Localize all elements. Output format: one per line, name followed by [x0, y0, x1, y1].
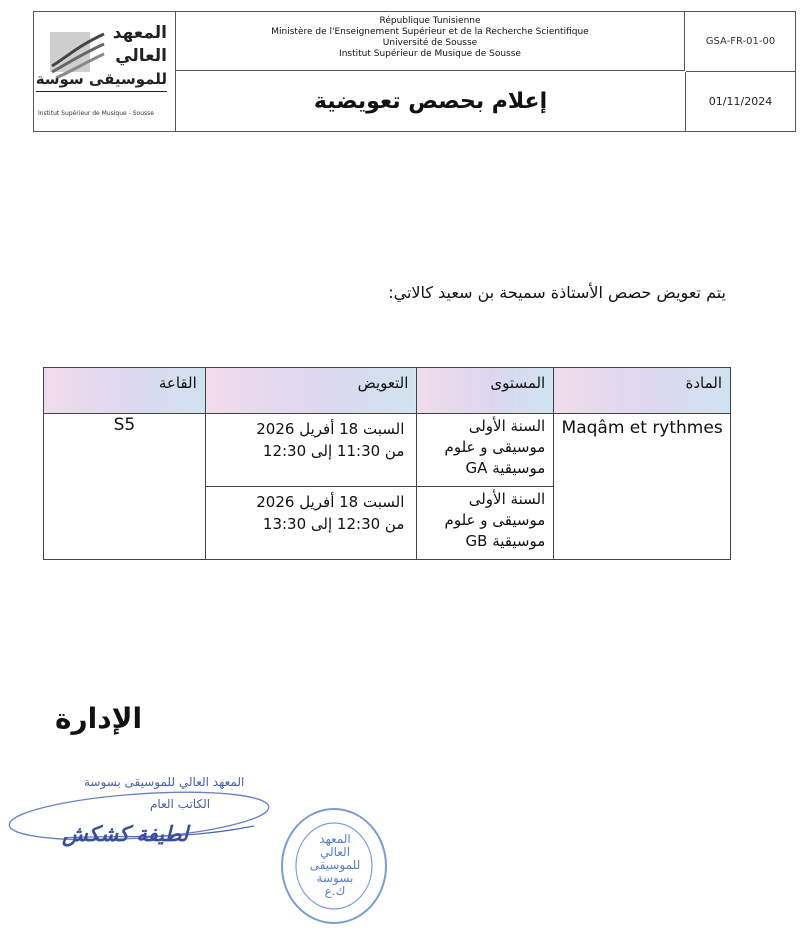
- institution-block: [176, 12, 685, 71]
- compensation-time: من 11:30 إلى 12:30: [262, 442, 405, 460]
- subject-cell: Maqâm et rythmes: [554, 414, 731, 560]
- compensation-date: السبت 18 أفريل 2026: [256, 420, 405, 438]
- signature-role: الكاتب العام: [150, 797, 211, 811]
- header-compensation: التعويض: [205, 368, 417, 414]
- document-title: إعلام بحصص تعويضية: [176, 72, 686, 131]
- header-room: القاعة: [44, 368, 206, 414]
- level-line: موسيقى و علوم: [444, 438, 546, 456]
- table-header-row: [44, 368, 731, 414]
- compensation-cell: [205, 487, 417, 560]
- republic-label: République Tunisienne: [379, 16, 481, 26]
- document-date: 01/11/2024: [708, 95, 773, 108]
- logo-arabic-name: المعهد العالي للموسيقى سوسة: [36, 22, 167, 92]
- university-label: Université de Sousse: [382, 38, 478, 48]
- compensation-cell: [205, 414, 417, 487]
- intro-text: يتم تعويض حصص الأستاذة سميحة بن سعيد كالاتي:: [388, 283, 726, 302]
- level-line: موسيقى و علوم: [444, 511, 546, 529]
- level-cell: [417, 414, 554, 487]
- institute-logo: [34, 12, 176, 131]
- compensation-time: من 12:30 إلى 13:30: [262, 515, 405, 533]
- compensation-table: [43, 367, 731, 560]
- ministry-label: Ministère de l'Enseignement Supérieur et de la Recherche Scientifique: [271, 27, 589, 37]
- document-header: [33, 11, 796, 132]
- signature-name: لطيفة كشكش: [62, 822, 189, 846]
- level-line: السنة الأولى: [468, 417, 546, 435]
- header-level: المستوى: [417, 368, 554, 414]
- administration-label: الإدارة: [55, 702, 143, 735]
- level-line: موسيقية GA: [465, 459, 546, 477]
- level-line: موسيقية GB: [465, 532, 546, 550]
- form-code: GSA-FR-01-00: [686, 12, 795, 72]
- stamp-inner-text: المعهد العالي للموسيقى بسوسة ك.ع: [309, 832, 361, 898]
- header-subject: المادة: [554, 368, 731, 414]
- logo-caption: Institut Supérieur de Musique - Sousse: [38, 110, 154, 117]
- signature-institute: المعهد العالي للموسيقى بسوسة: [84, 775, 245, 789]
- level-line: السنة الأولى: [468, 490, 546, 508]
- table-row: [44, 414, 731, 487]
- level-cell: [417, 487, 554, 560]
- institute-label: Institut Supérieur de Musique de Sousse: [339, 49, 521, 59]
- room-cell: S5: [44, 414, 206, 560]
- compensation-date: السبت 18 أفريل 2026: [256, 493, 405, 511]
